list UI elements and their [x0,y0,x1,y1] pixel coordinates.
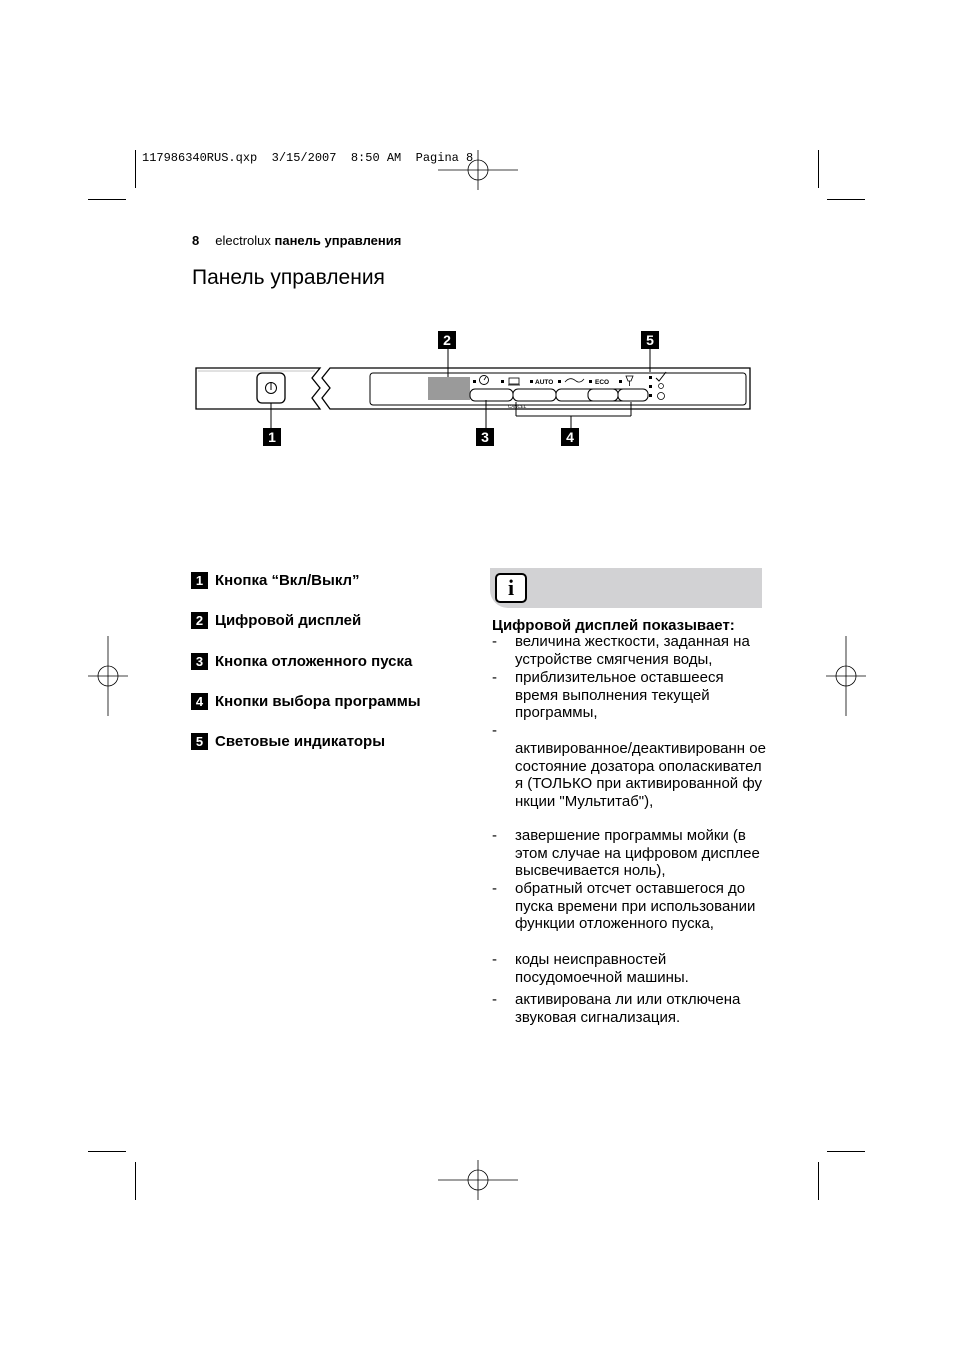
callout-3 [476,428,494,446]
legend-number: 3 [191,653,208,670]
legend-label: Цифровой дисплей [215,612,362,629]
registration-mark-left [88,636,128,716]
registration-mark-right [826,636,866,716]
page-title: Панель управления [192,266,385,289]
cancel-label: CANCEL [508,404,527,409]
legend-item [191,733,385,750]
legend-label: Кнопка “Вкл/Выкл” [215,572,360,589]
registration-mark-bottom [438,1160,518,1200]
page-number: 8 [192,233,200,248]
svg-text:AUTO: AUTO [535,379,554,386]
control-panel-diagram [190,326,760,451]
info-heading: Цифровой дисплей показывает: [492,617,735,634]
digital-display [428,377,470,400]
crop-mark [88,199,126,200]
info-icon [495,573,527,603]
legend-item [191,572,360,589]
brand-name: electrolux [215,233,271,248]
crop-mark [818,1162,819,1200]
print-slug: 117986340RUS.qxp 3/15/2007 8:50 AM Pagina 8 [142,151,474,165]
crop-mark [827,1151,865,1152]
svg-text:4: 4 [566,429,574,445]
legend-item [191,653,412,670]
legend-item [191,612,361,629]
legend-label: Кнопка отложенного пуска [215,653,413,670]
svg-text:ECO: ECO [595,379,610,386]
legend-label: Кнопки выбора программы [215,693,421,710]
crop-mark [135,150,136,188]
callout-2 [438,331,456,349]
crop-mark [88,1151,126,1152]
svg-text:2: 2 [443,332,451,348]
legend-number: 1 [191,572,208,589]
section-name: панель управления [274,233,402,248]
crop-mark [818,150,819,188]
callout-1 [263,428,281,446]
crop-mark [135,1162,136,1200]
running-header [192,233,401,248]
legend-number: 5 [191,733,208,750]
registration-mark-top [438,150,518,190]
info-icon-letter: i [507,575,515,600]
svg-text:1: 1 [268,429,276,445]
svg-text:5: 5 [646,332,654,348]
callout-4 [561,428,579,446]
legend-label: Световые индикаторы [215,733,386,750]
legend-item [191,693,421,710]
legend-number: 4 [191,693,208,710]
info-note-bar [490,568,762,608]
callout-5 [641,331,659,349]
crop-mark [827,199,865,200]
svg-text:3: 3 [481,429,489,445]
legend-number: 2 [191,612,208,629]
